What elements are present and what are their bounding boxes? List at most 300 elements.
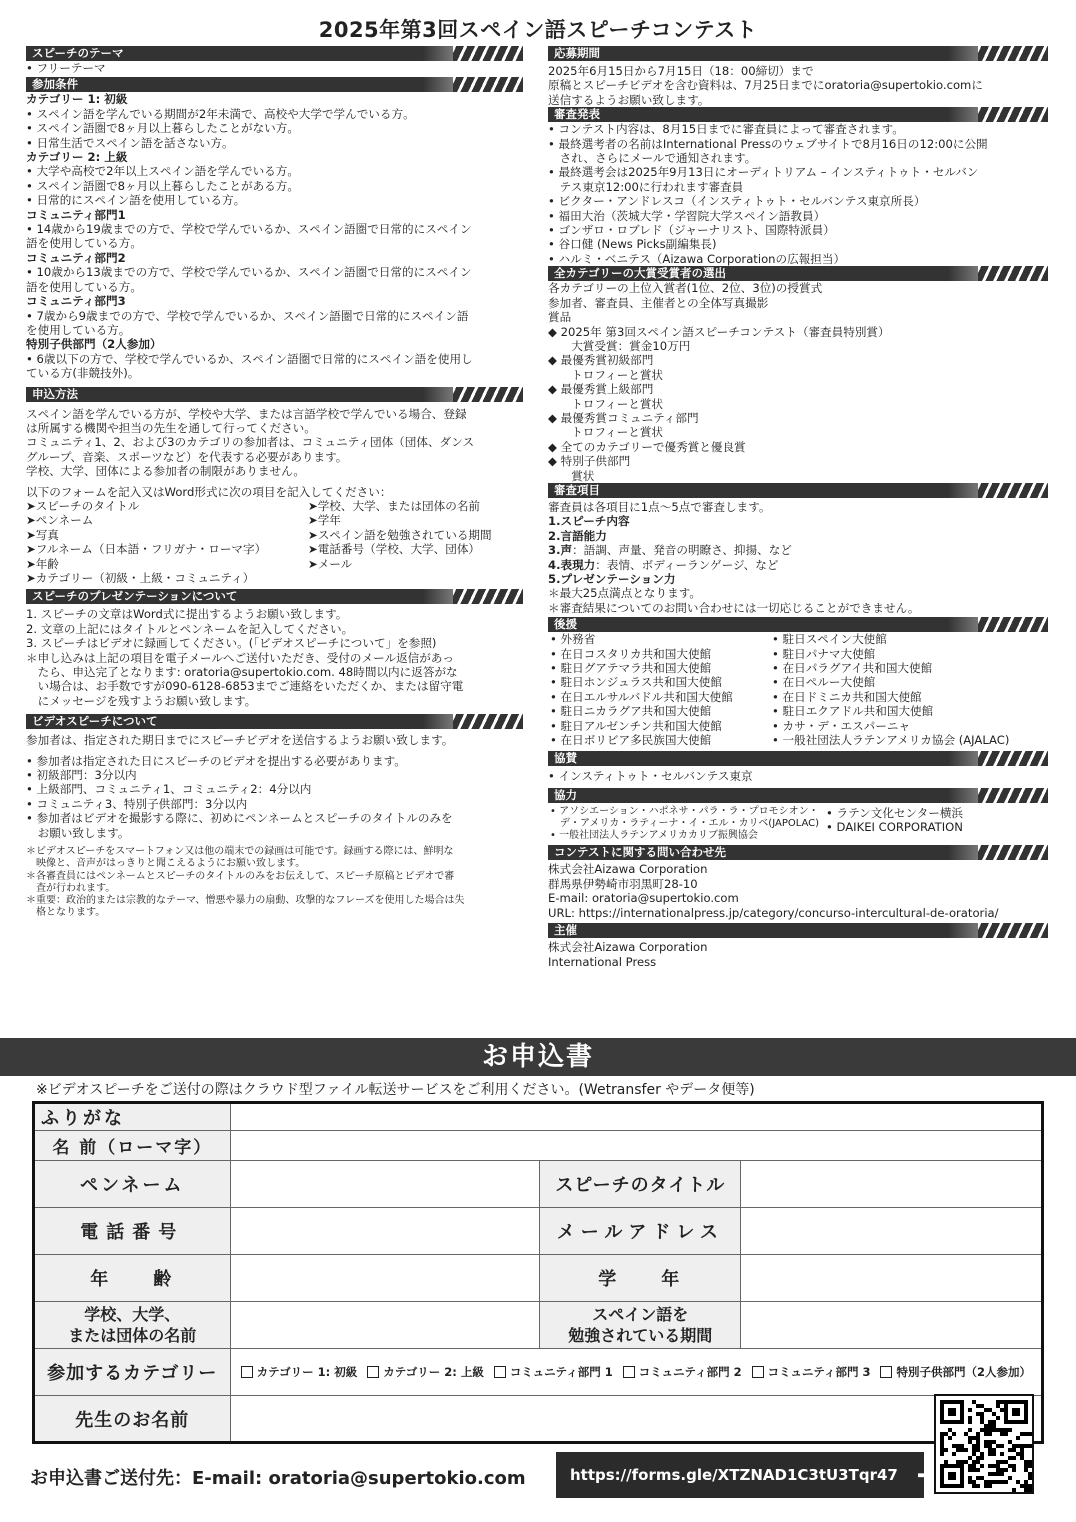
- qr-module: [988, 1432, 992, 1436]
- form-url[interactable]: https://forms.gle/XTZNAD1C3tU3Tqr47: [570, 1466, 898, 1484]
- qr-module: [972, 1448, 976, 1452]
- support-list: [548, 632, 1048, 747]
- qr-module: [980, 1476, 984, 1480]
- cooperation-heading: 協力: [548, 788, 1048, 803]
- text-line: ➤スペイン語を勉強されている期間: [308, 527, 492, 542]
- text-line: • 駐日アルゼンチン共和国大使館: [550, 718, 722, 733]
- study-period-label: [540, 1302, 741, 1349]
- qr-module: [952, 1444, 956, 1448]
- text-line: 査が行われます。: [26, 882, 116, 894]
- text-line: • コミュニティ3、特別子供部門：3分以内: [26, 796, 248, 811]
- qr-module: [944, 1432, 948, 1436]
- qr-module: [968, 1468, 972, 1472]
- category-checkbox-option[interactable]: [623, 1364, 742, 1380]
- qr-module: [1012, 1456, 1016, 1460]
- criteria-notes: [548, 586, 1048, 615]
- qr-module: [1020, 1432, 1024, 1436]
- condition-category-title: 特別子供部門（2人参加）: [26, 337, 162, 352]
- qr-module: [1020, 1444, 1024, 1448]
- condition-line: • 14歳から19歳までの方で、学校で学んでいるか、スペイン語圏で日常的にスペイン: [26, 222, 472, 237]
- criteria-item-label: 4.表現力: [548, 557, 596, 572]
- text-line: 賞状: [548, 468, 595, 483]
- qr-module: [1000, 1444, 1004, 1448]
- condition-line: • 10歳から13歳までの方で、学校で学んでいるか、スペイン語圏で日常的にスペイン: [26, 265, 472, 280]
- text-line: ◆ 2025年 第3回スペイン語スピーチコンテスト（審査員特別賞）: [548, 324, 890, 339]
- condition-line: ている方(非競技外)。: [26, 366, 140, 381]
- text-line: • 最終選考会は2025年9月13日にオーディトリアム – インスティトゥト・セルバン: [548, 165, 979, 180]
- required-items: [26, 499, 523, 585]
- announcement-text: [548, 122, 1048, 266]
- text-line: ➤ペンネーム: [26, 513, 94, 528]
- qr-module: [948, 1428, 952, 1432]
- application-text: [26, 407, 523, 479]
- penname-label: ペンネーム: [34, 1161, 231, 1208]
- qr-module: [968, 1408, 972, 1412]
- text-line: • 在日ペルー大使館: [772, 675, 876, 690]
- footer-email: お申込書ご送付先：E-mail: oratoria@supertokio.com: [30, 1468, 526, 1489]
- category-checkbox-option[interactable]: [367, 1364, 484, 1380]
- criteria-item-text: ：表情、ボディーランゲージ、など: [595, 557, 779, 572]
- text-line: • 外務省: [550, 632, 596, 647]
- qr-module: [988, 1448, 992, 1452]
- qr-module: [1016, 1452, 1020, 1456]
- qr-module: [976, 1484, 980, 1488]
- qr-module: [1016, 1444, 1020, 1448]
- qr-module: [968, 1440, 972, 1444]
- condition-category-title: カテゴリー 2: 上級: [26, 150, 128, 165]
- category-options: [230, 1349, 1042, 1396]
- qr-module: [992, 1452, 996, 1456]
- text-line: • 在日ドミニカ共和国大使館: [772, 689, 922, 704]
- checkbox[interactable]: [241, 1366, 253, 1378]
- qr-module: [980, 1456, 984, 1460]
- qr-module: [996, 1464, 1000, 1468]
- qr-module: [940, 1432, 944, 1436]
- qr-module: [1000, 1432, 1004, 1436]
- text-line: • 参加者はビデオを撮影する際に、初めにペンネームとスピーチのタイトルのみを: [26, 811, 453, 826]
- grade-field[interactable]: [741, 1255, 1043, 1302]
- school-label-line1: 学校、大学、: [84, 1305, 181, 1324]
- condition-category-title: カテゴリー 1: 初級: [26, 92, 128, 107]
- text-line: • 駐日エクアドル共和国大使館: [772, 704, 934, 719]
- qr-module: [988, 1464, 992, 1468]
- text-line: • 在日パラグアイ共和国大使館: [772, 661, 933, 676]
- text-line: • 参加者は指定された日にスピーチのビデオを提出する必要があります。: [26, 753, 406, 768]
- qr-module: [968, 1428, 972, 1432]
- text-line: ➤メール: [308, 556, 353, 571]
- text-line: い場合は、お手数ですが090-6128-6853までご連絡をいただくか、または留守電: [26, 679, 464, 694]
- presentation-note: [26, 651, 523, 709]
- form-banner: お申込書: [0, 1038, 1076, 1076]
- criteria-item-label: 3.声: [548, 543, 573, 558]
- text-line: 送信するようお願い致します。: [548, 92, 710, 107]
- qr-module: [968, 1420, 972, 1424]
- condition-line: • 大学や高校で2年以上スペイン語を学んでいる方。: [26, 164, 299, 179]
- text-line: ＊最大25点満点となります。: [548, 586, 701, 601]
- qr-module: [960, 1448, 964, 1452]
- qr-module: [1028, 1472, 1032, 1476]
- school-field[interactable]: [230, 1302, 540, 1349]
- qr-module: [992, 1440, 996, 1444]
- qr-module: [980, 1452, 984, 1456]
- period-heading: 応募期間: [548, 46, 1048, 61]
- qr-module: [1016, 1436, 1020, 1440]
- furigana-field[interactable]: [230, 1103, 1042, 1131]
- qr-module: [976, 1436, 980, 1440]
- text-line: たら、申込完了となります: oratoria@supertokio.com. 48時間以内に返答がな: [26, 665, 458, 680]
- category-label: 参加するカテゴリー: [34, 1349, 231, 1396]
- text-line: • ラテン文化センター横浜: [826, 805, 964, 820]
- qr-module: [968, 1456, 972, 1460]
- qr-module: [988, 1472, 992, 1476]
- page-title: 2025年第3回スペイン語スピーチコンテスト: [318, 18, 758, 42]
- category-option-label: 特別子供部門（2人参加）: [896, 1365, 1031, 1379]
- qr-module: [1012, 1464, 1016, 1468]
- teacher-field[interactable]: [230, 1396, 1042, 1443]
- organizer-text: [548, 940, 1048, 969]
- grade-label: 学 年: [540, 1255, 741, 1302]
- qr-module: [956, 1448, 960, 1452]
- qr-module: [988, 1440, 992, 1444]
- text-line: ◆ 最優秀賞初級部門: [548, 353, 654, 368]
- qr-module: [972, 1444, 976, 1448]
- qr-module: [992, 1420, 996, 1424]
- text-line: にメッセージを残すようお願い致します。: [26, 693, 257, 708]
- speech-title-label: スピーチのタイトル: [540, 1161, 741, 1208]
- qr-module: [960, 1444, 964, 1448]
- qr-module: [1000, 1480, 1004, 1484]
- criteria-item: [548, 529, 1048, 543]
- condition-line: • 日常的にスペイン語を使用している方。: [26, 193, 246, 208]
- awards-heading: 全カテゴリーの大賞受賞者の選出: [548, 266, 1048, 281]
- video-rules: [26, 754, 523, 840]
- text-line: • 福田大治（茨城大学・学習院大学スペイン語教員）: [548, 208, 826, 223]
- text-line: 株式会社Aizawa Corporation: [548, 862, 708, 877]
- qr-module: [972, 1480, 976, 1484]
- criteria-intro: 審査員は各項目に1点〜5点で審査します。: [548, 499, 771, 514]
- qr-module: [1012, 1488, 1016, 1492]
- text-line: • コンテスト内容は、8月15日までに審査員によって審査されます。: [548, 122, 904, 137]
- qr-module: [996, 1400, 1000, 1404]
- text-line: International Press: [548, 954, 657, 969]
- category-option-label: コミュニティ部門 3: [767, 1365, 871, 1379]
- category-option-label: コミュニティ部門 1: [509, 1365, 613, 1379]
- text-line: お願い致します。: [26, 825, 130, 840]
- email-field[interactable]: [741, 1208, 1043, 1255]
- presentation-text: [26, 607, 523, 650]
- text-line: ＊重要：政治的または宗教的なテーマ、憎悪や暴力の扇動、攻撃的なフレーズを使用した場合は失: [26, 894, 465, 906]
- qr-module: [1024, 1488, 1028, 1492]
- qr-module: [1000, 1452, 1004, 1456]
- presentation-heading: スピーチのプレゼンテーションについて: [26, 589, 523, 604]
- qr-module: [1020, 1452, 1024, 1456]
- cooperation-left: [550, 806, 826, 843]
- qr-module: [972, 1436, 976, 1440]
- qr-module: [1008, 1440, 1012, 1444]
- category-checkbox-group: [231, 1364, 1041, 1380]
- qr-module: [1004, 1480, 1008, 1484]
- criteria-item-label: 1.スピーチ内容: [548, 514, 630, 529]
- text-line: 株式会社Aizawa Corporation: [548, 940, 708, 955]
- condition-line: • スペイン語圏で8ヶ月以上暮らしたことがない方。: [26, 121, 299, 136]
- qr-module: [996, 1468, 1000, 1472]
- category-checkbox-option[interactable]: [880, 1364, 1031, 1380]
- text-line: され、さらにメールで通知されます。: [548, 151, 757, 166]
- condition-line: を使用している方。: [26, 322, 131, 337]
- qr-module: [996, 1472, 1000, 1476]
- qr-module: [1020, 1484, 1024, 1488]
- criteria-heading: 審査項目: [548, 483, 1048, 498]
- qr-module: [1000, 1460, 1004, 1464]
- qr-module: [1028, 1460, 1032, 1464]
- qr-module: [984, 1424, 988, 1428]
- qr-module: [1024, 1460, 1028, 1464]
- text-line: 各カテゴリーの上位入賞者(1位、2位、3位)の授賞式: [548, 281, 823, 296]
- left-column: [26, 46, 523, 919]
- text-line: • 在日エルサルバドル共和国大使館: [550, 689, 733, 704]
- qr-module: [968, 1476, 972, 1480]
- text-line: ◆ 特別子供部門: [548, 454, 631, 469]
- conditions-heading: 参加条件: [26, 77, 523, 92]
- age-label: 年 齢: [34, 1255, 231, 1302]
- qr-module: [1012, 1448, 1016, 1452]
- name-field[interactable]: [230, 1131, 1042, 1161]
- qr-module: [1008, 1476, 1012, 1480]
- criteria-item: [548, 543, 1048, 557]
- text-line: 3. スピーチはビデオに録画してください。(「ビデオスピーチについて」を参照): [26, 636, 437, 651]
- condition-line: • 7歳から9歳までの方で、学校で学んでいるか、スペイン語圏で日常的にスペイン語: [26, 308, 469, 323]
- text-line: • 最終選考者の名前はInternational Pressのウェブサイトで8月16日の12:00に公開: [548, 136, 988, 151]
- condition-category-title: コミュニティ部門1: [26, 207, 126, 222]
- qr-module: [960, 1460, 964, 1464]
- checkbox[interactable]: [494, 1366, 506, 1378]
- text-line: ＊ビデオスピーチをスマートフォン又は他の端末での録画は可能です。録画する際には、鮮明な: [26, 846, 454, 858]
- text-line: 原稿とスピーチビデオを含む資料は、7月25日までにoratoria@supertokio.comに: [548, 78, 983, 93]
- qr-module: [1028, 1464, 1032, 1468]
- text-line: ＊審査結果についてのお問い合わせには一切応じることができません。: [548, 600, 920, 615]
- text-line: 格となります。: [26, 907, 106, 919]
- qr-module: [1028, 1488, 1032, 1492]
- condition-line: • スペイン語圏で8ヶ月以上暮らしたことがある方。: [26, 178, 299, 193]
- text-line: • 初級部門：3分以内: [26, 768, 137, 783]
- study-period-label-line2: 勉強されている期間: [568, 1326, 713, 1345]
- qr-module: [972, 1400, 976, 1404]
- right-column: [548, 46, 1048, 969]
- application-heading: 申込方法: [26, 387, 523, 402]
- text-line: • 一般社団法人ラテンアメリカ協会 (AJALAC): [772, 733, 1010, 748]
- text-line: ➤写真: [26, 527, 59, 542]
- text-line: • DAIKEI CORPORATION: [826, 820, 963, 835]
- text-line: トロフィーと賞状: [548, 396, 664, 411]
- qr-module: [972, 1484, 976, 1488]
- qr-module: [1028, 1484, 1032, 1488]
- condition-line: • 日常生活でスペイン語を話さない方。: [26, 135, 234, 150]
- qr-module: [964, 1448, 968, 1452]
- qr-code-graphic: [936, 1396, 1032, 1492]
- text-line: • 駐日スペイン大使館: [772, 632, 887, 647]
- qr-module: [984, 1480, 988, 1484]
- required-items-left: [26, 499, 308, 585]
- qr-module: [968, 1480, 972, 1484]
- qr-module: [1000, 1400, 1004, 1404]
- qr-module: [968, 1436, 972, 1440]
- text-line: ＊申し込みは上記の項目を電子メールへご送付いただき、受付のメール返信があっ: [26, 650, 454, 665]
- qr-module: [1008, 1448, 1012, 1452]
- qr-module: [944, 1460, 948, 1464]
- penname-field[interactable]: [230, 1161, 540, 1208]
- qr-module: [988, 1444, 992, 1448]
- qr-module: [976, 1412, 980, 1416]
- period-text: [548, 64, 1048, 107]
- study-period-field[interactable]: [741, 1302, 1043, 1349]
- checkbox[interactable]: [367, 1366, 379, 1378]
- text-line: ➤学年: [308, 513, 341, 528]
- qr-module: [992, 1412, 996, 1416]
- criteria-item-text: ：語調、声量、発音の明瞭さ、抑揚、など: [572, 543, 792, 558]
- qr-module: [992, 1448, 996, 1452]
- qr-module: [996, 1460, 1000, 1464]
- text-line: ◆ 最優秀賞上級部門: [548, 382, 654, 397]
- text-line: ➤スピーチのタイトル: [26, 498, 140, 513]
- text-line: 1. スピーチの文章はWord式に提出するようお願い致します。: [26, 607, 348, 622]
- qr-module: [1020, 1456, 1024, 1460]
- criteria-item: [548, 558, 1048, 572]
- form-note: ※ビデオスピーチをご送付の際はクラウド型ファイル転送サービスをご利用ください。(Wetransfer やデータ便等): [36, 1082, 755, 1098]
- criteria-item: [548, 572, 1048, 586]
- qr-module: [992, 1428, 996, 1432]
- speech-title-field[interactable]: [741, 1161, 1043, 1208]
- email-label: メールアドレス: [540, 1208, 741, 1255]
- qr-module: [980, 1428, 984, 1432]
- qr-code[interactable]: [934, 1394, 1034, 1494]
- arrow-right-icon: ➡: [917, 1466, 930, 1484]
- text-line: は所属する機関や担当の先生を通して行ってください。: [26, 420, 316, 435]
- condition-line: • スペイン語を学んでいる期間が2年未満で、高校や大学で学んでいる方。: [26, 106, 415, 121]
- qr-module: [1004, 1428, 1008, 1432]
- qr-module: [956, 1444, 960, 1448]
- qr-module: [996, 1404, 1000, 1408]
- phone-field[interactable]: [230, 1208, 540, 1255]
- qr-module: [964, 1460, 968, 1464]
- text-line: • 在日ボリビア多民族国大使館: [550, 733, 712, 748]
- qr-module: [940, 1444, 944, 1448]
- qr-module: [984, 1432, 988, 1436]
- text-line: 学校、大学、団体による参加者の制限がありません。: [26, 464, 305, 479]
- support-right: [772, 632, 1042, 747]
- qr-module: [1000, 1468, 1004, 1472]
- conditions-list: [26, 92, 523, 380]
- category-checkbox-option[interactable]: [494, 1364, 613, 1380]
- support-left: [550, 632, 772, 747]
- school-label-line2: または団体の名前: [68, 1326, 197, 1345]
- condition-line: 語を使用している方。: [26, 279, 142, 294]
- qr-module: [972, 1460, 976, 1464]
- qr-module: [984, 1408, 988, 1412]
- cooperation-right: [826, 806, 1026, 843]
- school-label: [34, 1302, 231, 1349]
- age-field[interactable]: [230, 1255, 540, 1302]
- text-line: • カサ・デ・エスパーニャ: [772, 718, 911, 733]
- qr-module: [980, 1404, 984, 1408]
- footer-form-link[interactable]: [556, 1452, 930, 1498]
- qr-module: [968, 1464, 972, 1468]
- qr-module: [968, 1416, 972, 1420]
- text-line: • 在日コスタリカ共和国大使館: [550, 646, 712, 661]
- qr-module: [1028, 1476, 1032, 1480]
- qr-module: [1028, 1444, 1032, 1448]
- qr-module: [996, 1480, 1000, 1484]
- theme-text: • フリーテーマ: [26, 61, 106, 75]
- checkbox[interactable]: [623, 1366, 635, 1378]
- qr-module: [976, 1440, 980, 1444]
- form-intro: 以下のフォームを記入又はWord形式に次の項目を記入してください：: [26, 484, 392, 499]
- qr-module: [940, 1436, 944, 1440]
- text-line: • 駐日ホンジュラス共和国大使館: [550, 675, 722, 690]
- qr-module: [1004, 1468, 1008, 1472]
- text-line: • 一般社団法人ラテンアメリカカリブ振興協会: [550, 830, 758, 842]
- condition-line: • 6歳以下の方で、学校で学んでいるか、スペイン語圏で日常的にスペイン語を使用し: [26, 351, 473, 366]
- qr-module: [980, 1420, 984, 1424]
- text-line: ◆ 最優秀賞コミュニティ部門: [548, 410, 699, 425]
- theme-heading: スピーチのテーマ: [26, 46, 523, 61]
- qr-module: [972, 1464, 976, 1468]
- category-checkbox-option[interactable]: [241, 1364, 358, 1380]
- qr-module: [992, 1472, 996, 1476]
- qr-module: [988, 1480, 992, 1484]
- qr-module: [1004, 1432, 1008, 1436]
- text-line: 群馬県伊勢崎市羽黒町28-10: [548, 876, 698, 891]
- video-heading: ビデオスピーチについて: [26, 714, 523, 729]
- name-label: 名 前（ローマ字）: [34, 1131, 231, 1161]
- category-checkbox-option[interactable]: [752, 1364, 871, 1380]
- qr-module: [948, 1436, 952, 1440]
- required-items-right: [308, 499, 522, 585]
- qr-module: [988, 1408, 992, 1412]
- qr-module: [1024, 1484, 1028, 1488]
- qr-module: [952, 1432, 956, 1436]
- text-line: • 駐日グアテマラ共和国大使館: [550, 661, 712, 676]
- qr-module: [976, 1476, 980, 1480]
- qr-module: [1008, 1428, 1012, 1432]
- contact-text: [548, 862, 1048, 920]
- text-line: ➤電話番号（学校、大学、団体）: [308, 542, 481, 557]
- text-line: • ゴンザロ・ロブレド（ジャーナリスト、国際特派員）: [548, 223, 835, 238]
- support-heading: 後援: [548, 617, 1048, 632]
- condition-category-title: コミュニティ部門3: [26, 294, 126, 309]
- text-line: テス東京12:00に行われます審査員: [548, 179, 744, 194]
- checkbox[interactable]: [752, 1366, 764, 1378]
- text-line: ◆ 全てのカテゴリーで優秀賞と優良賞: [548, 439, 746, 454]
- qr-module: [1012, 1468, 1016, 1472]
- qr-module: [1024, 1480, 1028, 1484]
- criteria-item-label: 5.プレゼンテーション力: [548, 572, 676, 586]
- qr-module: [1008, 1456, 1012, 1460]
- qr-module: [956, 1460, 960, 1464]
- qr-module: [976, 1404, 980, 1408]
- criteria-items: [548, 514, 1048, 586]
- text-line: スペイン語を学んでいる方が、学校や大学、または言語学校で学んでいる場合、登録: [26, 406, 467, 421]
- qr-module: [996, 1428, 1000, 1432]
- text-line: グループ、音楽、スポーツなど）を代表する必要があります。: [26, 449, 348, 464]
- qr-module: [952, 1452, 956, 1456]
- qr-module: [940, 1452, 944, 1456]
- checkbox[interactable]: [880, 1366, 892, 1378]
- qr-module: [988, 1428, 992, 1432]
- condition-category-title: コミュニティ部門2: [26, 250, 126, 265]
- text-line: • 駐日ニカラグア共和国大使館: [550, 704, 712, 719]
- text-line: • アソシエーション・ハポネサ・パラ・ラ・プロモシオン・: [550, 805, 819, 817]
- text-line: トロフィーと賞状: [548, 367, 664, 382]
